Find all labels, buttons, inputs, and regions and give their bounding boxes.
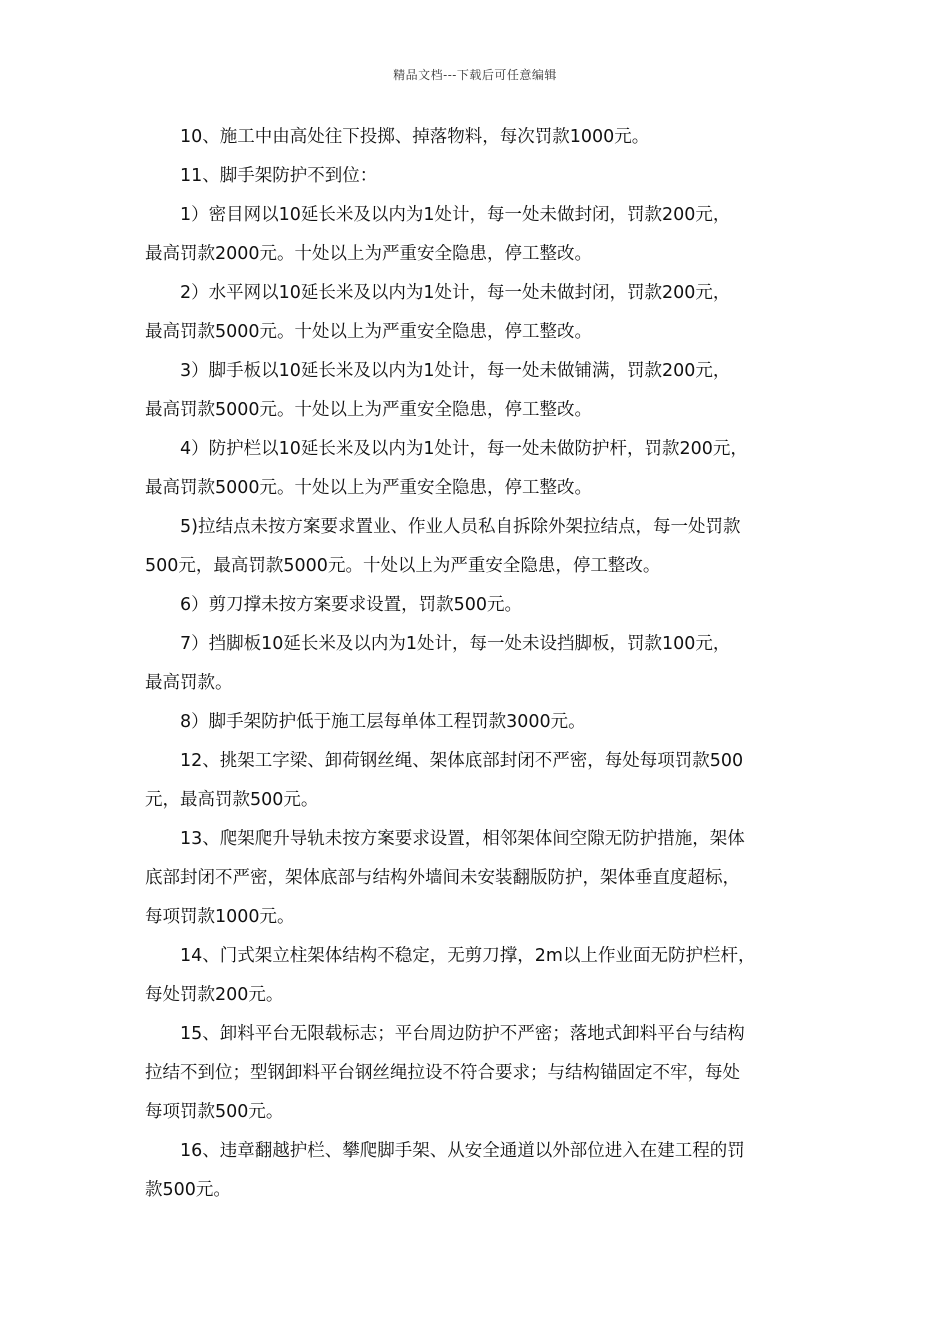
text-line: 2）水平网以10延长米及以内为1处计，每一处未做封闭，罚款200元， (180, 283, 731, 303)
text-line: 16、违章翻越护栏、攀爬脚手架、从安全通道以外部位进入在建工程的罚 (180, 1141, 745, 1161)
text-line: 500元，最高罚款5000元。十处以上为严重安全隐患，停工整改。 (145, 556, 661, 576)
paragraph (145, 508, 820, 586)
text-line: 5)拉结点未按方案要求置业、作业人员私自拆除外架拉结点，每一处罚款 (180, 517, 741, 537)
paragraph (145, 157, 820, 196)
paragraph (145, 352, 820, 430)
text-line: 14、门式架立柱架体结构不稳定，无剪刀撑，2m以上作业面无防护栏杆， (180, 946, 756, 966)
text-line: 13、爬架爬升导轨未按方案要求设置，相邻架体间空隙无防护措施，架体 (180, 829, 745, 849)
text-line: 每项罚款500元。 (145, 1102, 284, 1122)
text-line: 拉结不到位；型钢卸料平台钢丝绳拉设不符合要求；与结构锚固定不牢，每处 (145, 1063, 740, 1083)
text-line: 15、卸料平台无限载标志；平台周边防护不严密；落地式卸料平台与结构 (180, 1024, 745, 1044)
paragraph (145, 742, 820, 820)
page-header: 精品文档---下载后可任意编辑 (393, 68, 557, 82)
text-line: 最高罚款5000元。十处以上为严重安全隐患，停工整改。 (145, 322, 593, 342)
paragraph (145, 820, 820, 937)
document-body (145, 118, 820, 1210)
text-line: 7）挡脚板10延长米及以内为1处计，每一处未设挡脚板，罚款100元， (180, 634, 731, 654)
text-line: 12、挑架工字梁、卸荷钢丝绳、架体底部封闭不严密，每处每项罚款500 (180, 751, 744, 771)
text-line: 4）防护栏以10延长米及以内为1处计，每一处未做防护杆，罚款200元， (180, 439, 748, 459)
text-line: 1）密目网以10延长米及以内为1处计，每一处未做封闭，罚款200元， (180, 205, 731, 225)
text-line: 最高罚款。 (145, 673, 233, 693)
text-line: 每项罚款1000元。 (145, 907, 295, 927)
text-line: 款500元。 (145, 1180, 231, 1200)
paragraph (145, 703, 820, 742)
text-line: 10、施工中由高处往下投掷、掉落物料，每次罚款1000元。 (180, 127, 650, 147)
text-line: 11、脚手架防护不到位： (180, 166, 378, 186)
paragraph (145, 1132, 820, 1210)
text-line: 底部封闭不严密，架体底部与结构外墙间未安装翻版防护，架体垂直度超标， (145, 868, 740, 888)
text-line: 3）脚手板以10延长米及以内为1处计，每一处未做铺满，罚款200元， (180, 361, 731, 381)
text-line: 最高罚款5000元。十处以上为严重安全隐患，停工整改。 (145, 478, 593, 498)
text-line: 最高罚款2000元。十处以上为严重安全隐患，停工整改。 (145, 244, 593, 264)
paragraph (145, 118, 820, 157)
paragraph (145, 274, 820, 352)
paragraph (145, 196, 820, 274)
text-line: 6）剪刀撑未按方案要求设置，罚款500元。 (180, 595, 523, 615)
text-line: 元，最高罚款500元。 (145, 790, 319, 810)
paragraph (145, 430, 820, 508)
paragraph (145, 625, 820, 703)
text-line: 每处罚款200元。 (145, 985, 284, 1005)
paragraph (145, 937, 820, 1015)
paragraph (145, 1015, 820, 1132)
text-line: 最高罚款5000元。十处以上为严重安全隐患，停工整改。 (145, 400, 593, 420)
paragraph (145, 586, 820, 625)
text-line: 8）脚手架防护低于施工层每单体工程罚款3000元。 (180, 712, 586, 732)
